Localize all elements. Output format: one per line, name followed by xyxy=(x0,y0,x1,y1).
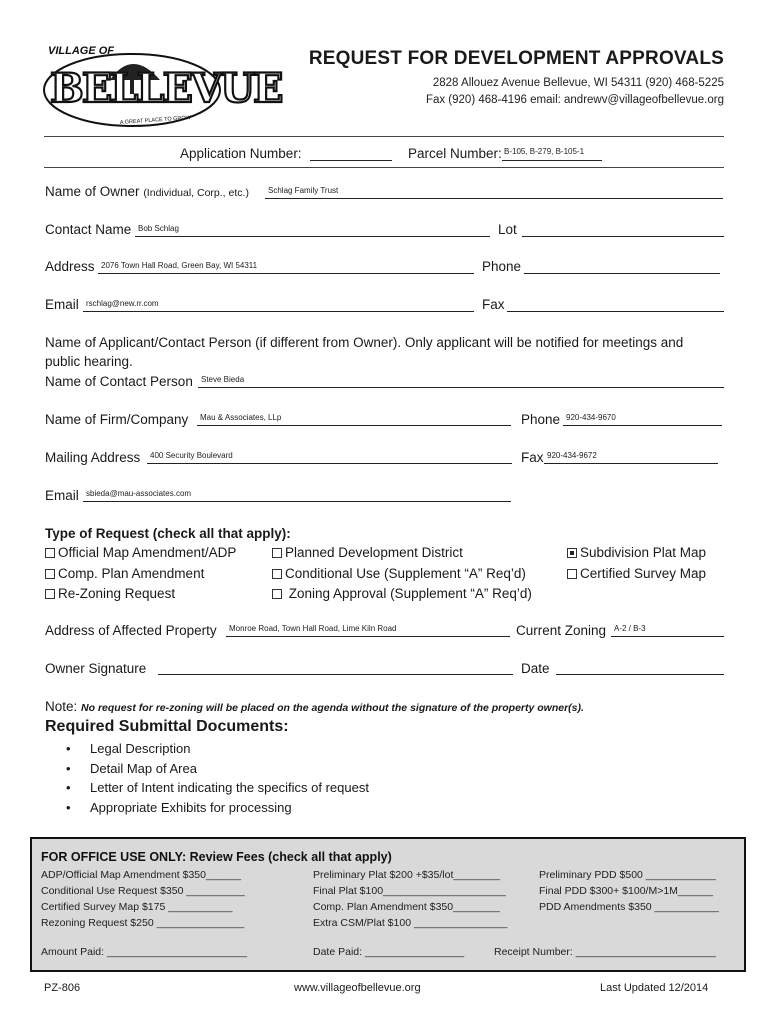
owner-fax-label: Fax xyxy=(482,297,505,312)
logo-village-text: VILLAGE OF xyxy=(48,45,114,57)
checkbox-rezoning[interactable]: Re-Zoning Request xyxy=(45,586,175,601)
mailing-address-label: Mailing Address xyxy=(45,450,141,465)
checkbox-icon xyxy=(45,569,55,579)
checkbox-icon xyxy=(567,569,577,579)
fee-item[interactable]: Preliminary Plat $200 +$35/lot________ xyxy=(313,869,501,881)
owner-phone-field[interactable] xyxy=(524,260,720,274)
firm-label: Name of Firm/Company xyxy=(45,412,189,427)
fee-item[interactable]: PDD Amendments $350 ___________ xyxy=(539,901,719,913)
fee-item[interactable]: Certified Survey Map $175 ___________ xyxy=(41,901,233,913)
note: Note: No request for re-zoning will be placed on the agenda without the signature of the property owner(s). xyxy=(45,699,584,714)
address-line: 2828 Allouez Avenue Bellevue, WI 54311 (920) 468-5225 xyxy=(432,77,724,89)
fee-item[interactable]: Comp. Plan Amendment $350________ xyxy=(313,901,500,913)
applicant-phone-field[interactable]: 920-434-9670 xyxy=(563,412,722,426)
affected-property-label: Address of Affected Property xyxy=(45,623,217,638)
parcel-number-label: Parcel Number: xyxy=(408,146,502,161)
applicant-fax-field[interactable]: 920-434-9672 xyxy=(544,450,718,464)
checkbox-planned-development[interactable]: Planned Development District xyxy=(272,545,463,560)
checkbox-icon xyxy=(272,569,282,579)
fee-item[interactable]: Extra CSM/Plat $100 ________________ xyxy=(313,917,508,929)
signature-date-field[interactable] xyxy=(556,661,724,675)
fee-item[interactable]: Final Plat $100_____________________ xyxy=(313,885,506,897)
firm-field[interactable]: Mau & Associates, LLp xyxy=(197,412,511,426)
owner-signature-label: Owner Signature xyxy=(45,661,147,676)
checked-checkbox-icon xyxy=(567,548,577,558)
checkbox-certified-survey[interactable]: Certified Survey Map xyxy=(567,566,706,581)
fee-item[interactable]: Rezoning Request $250 _______________ xyxy=(41,917,245,929)
contact-person-label: Name of Contact Person xyxy=(45,374,193,389)
fee-item[interactable]: Preliminary PDD $500 ____________ xyxy=(539,869,716,881)
current-zoning-field[interactable]: A-2 / B-3 xyxy=(611,623,724,637)
applicant-email-label: Email xyxy=(45,488,79,503)
submittal-item: • Letter of Intent indicating the specifics of request xyxy=(90,780,369,795)
numbers-divider xyxy=(44,167,724,168)
submittal-item: • Legal Description xyxy=(90,741,190,756)
checkbox-official-map[interactable]: Official Map Amendment/ADP xyxy=(45,545,236,560)
applicant-phone-label: Phone xyxy=(521,412,561,427)
owner-address-field[interactable]: 2076 Town Hall Road, Green Bay, WI 54311 xyxy=(98,260,474,274)
owner-fax-field[interactable] xyxy=(507,298,724,312)
owner-email-field[interactable]: rschlag@new.rr.com xyxy=(83,298,474,312)
application-number-label: Application Number: xyxy=(180,146,302,161)
logo-name-text: BELLEVUE xyxy=(50,65,282,112)
fee-item[interactable]: ADP/Official Map Amendment $350______ xyxy=(41,869,242,881)
checkbox-icon xyxy=(272,589,282,599)
village-logo xyxy=(40,40,282,130)
parcel-number-field[interactable]: B-105, B-279, B-105-1 xyxy=(502,147,602,161)
office-heading: FOR OFFICE USE ONLY: Review Fees (check all that apply) xyxy=(41,850,392,864)
signature-date-label: Date xyxy=(521,661,550,676)
submittal-heading: Required Submittal Documents: xyxy=(45,718,289,735)
receipt-number-field[interactable]: Receipt Number: ________________________ xyxy=(494,946,716,958)
mailing-address-field[interactable]: 400 Security Boulevard xyxy=(147,450,512,464)
applicant-note-line1: Name of Applicant/Contact Person (if different from Owner). Only applicant will be notified for meetings and xyxy=(45,335,684,350)
form-title: REQUEST FOR DEVELOPMENT APPROVALS xyxy=(308,48,724,69)
header-divider xyxy=(44,136,724,137)
owner-signature-field[interactable] xyxy=(158,661,513,675)
application-number-field[interactable] xyxy=(310,147,392,161)
owner-address-label: Address xyxy=(45,259,95,274)
owner-name-label: Name of Owner (Individual, Corp., etc.) xyxy=(45,184,249,199)
date-paid-field[interactable]: Date Paid: _________________ xyxy=(313,946,465,958)
owner-phone-label: Phone xyxy=(482,259,522,274)
submittal-item: • Appropriate Exhibits for processing xyxy=(90,800,292,815)
last-updated: Last Updated 12/2014 xyxy=(600,982,709,994)
checkbox-icon xyxy=(272,548,282,558)
logo-tagline-text: A GREAT PLACE TO GROW xyxy=(119,115,192,126)
checkbox-icon xyxy=(45,589,55,599)
applicant-email-field[interactable]: sbieda@mau-associates.com xyxy=(83,488,511,502)
checkbox-subdivision-plat[interactable]: Subdivision Plat Map xyxy=(567,545,706,560)
current-zoning-label: Current Zoning xyxy=(516,623,607,638)
checkbox-comp-plan[interactable]: Comp. Plan Amendment xyxy=(45,566,204,581)
office-use-box xyxy=(30,837,746,972)
applicant-note-line2: public hearing. xyxy=(45,354,133,369)
owner-name-field[interactable]: Schlag Family Trust xyxy=(265,185,723,199)
checkbox-conditional-use[interactable]: Conditional Use (Supplement “A” Req’d) xyxy=(272,566,526,581)
contact-name-field[interactable]: Bob Schlag xyxy=(135,223,490,237)
fee-item[interactable]: Conditional Use Request $350 __________ xyxy=(41,885,245,897)
owner-email-label: Email xyxy=(45,297,79,312)
fee-item[interactable]: Final PDD $300+ $100/M>1M______ xyxy=(539,885,713,897)
lot-label: Lot xyxy=(498,222,517,237)
lot-field[interactable] xyxy=(522,223,724,237)
website-link[interactable]: www.villageofbellevue.org xyxy=(294,982,421,994)
submittal-item: • Detail Map of Area xyxy=(90,761,197,776)
affected-property-field[interactable]: Monroe Road, Town Hall Road, Lime Kiln Road xyxy=(226,623,510,637)
contact-name-label: Contact Name xyxy=(45,222,132,237)
contact-person-field[interactable]: Steve Bieda xyxy=(198,374,724,388)
applicant-fax-label: Fax xyxy=(521,450,544,465)
contact-line: Fax (920) 468-4196 email: andrewv@villageofbellevue.org xyxy=(425,94,724,106)
checkbox-zoning-approval[interactable]: Zoning Approval (Supplement “A” Req’d) xyxy=(272,586,532,601)
form-id: PZ-806 xyxy=(44,982,81,994)
checkbox-icon xyxy=(45,548,55,558)
request-type-heading: Type of Request (check all that apply): xyxy=(45,526,291,541)
amount-paid-field[interactable]: Amount Paid: ________________________ xyxy=(41,946,248,958)
